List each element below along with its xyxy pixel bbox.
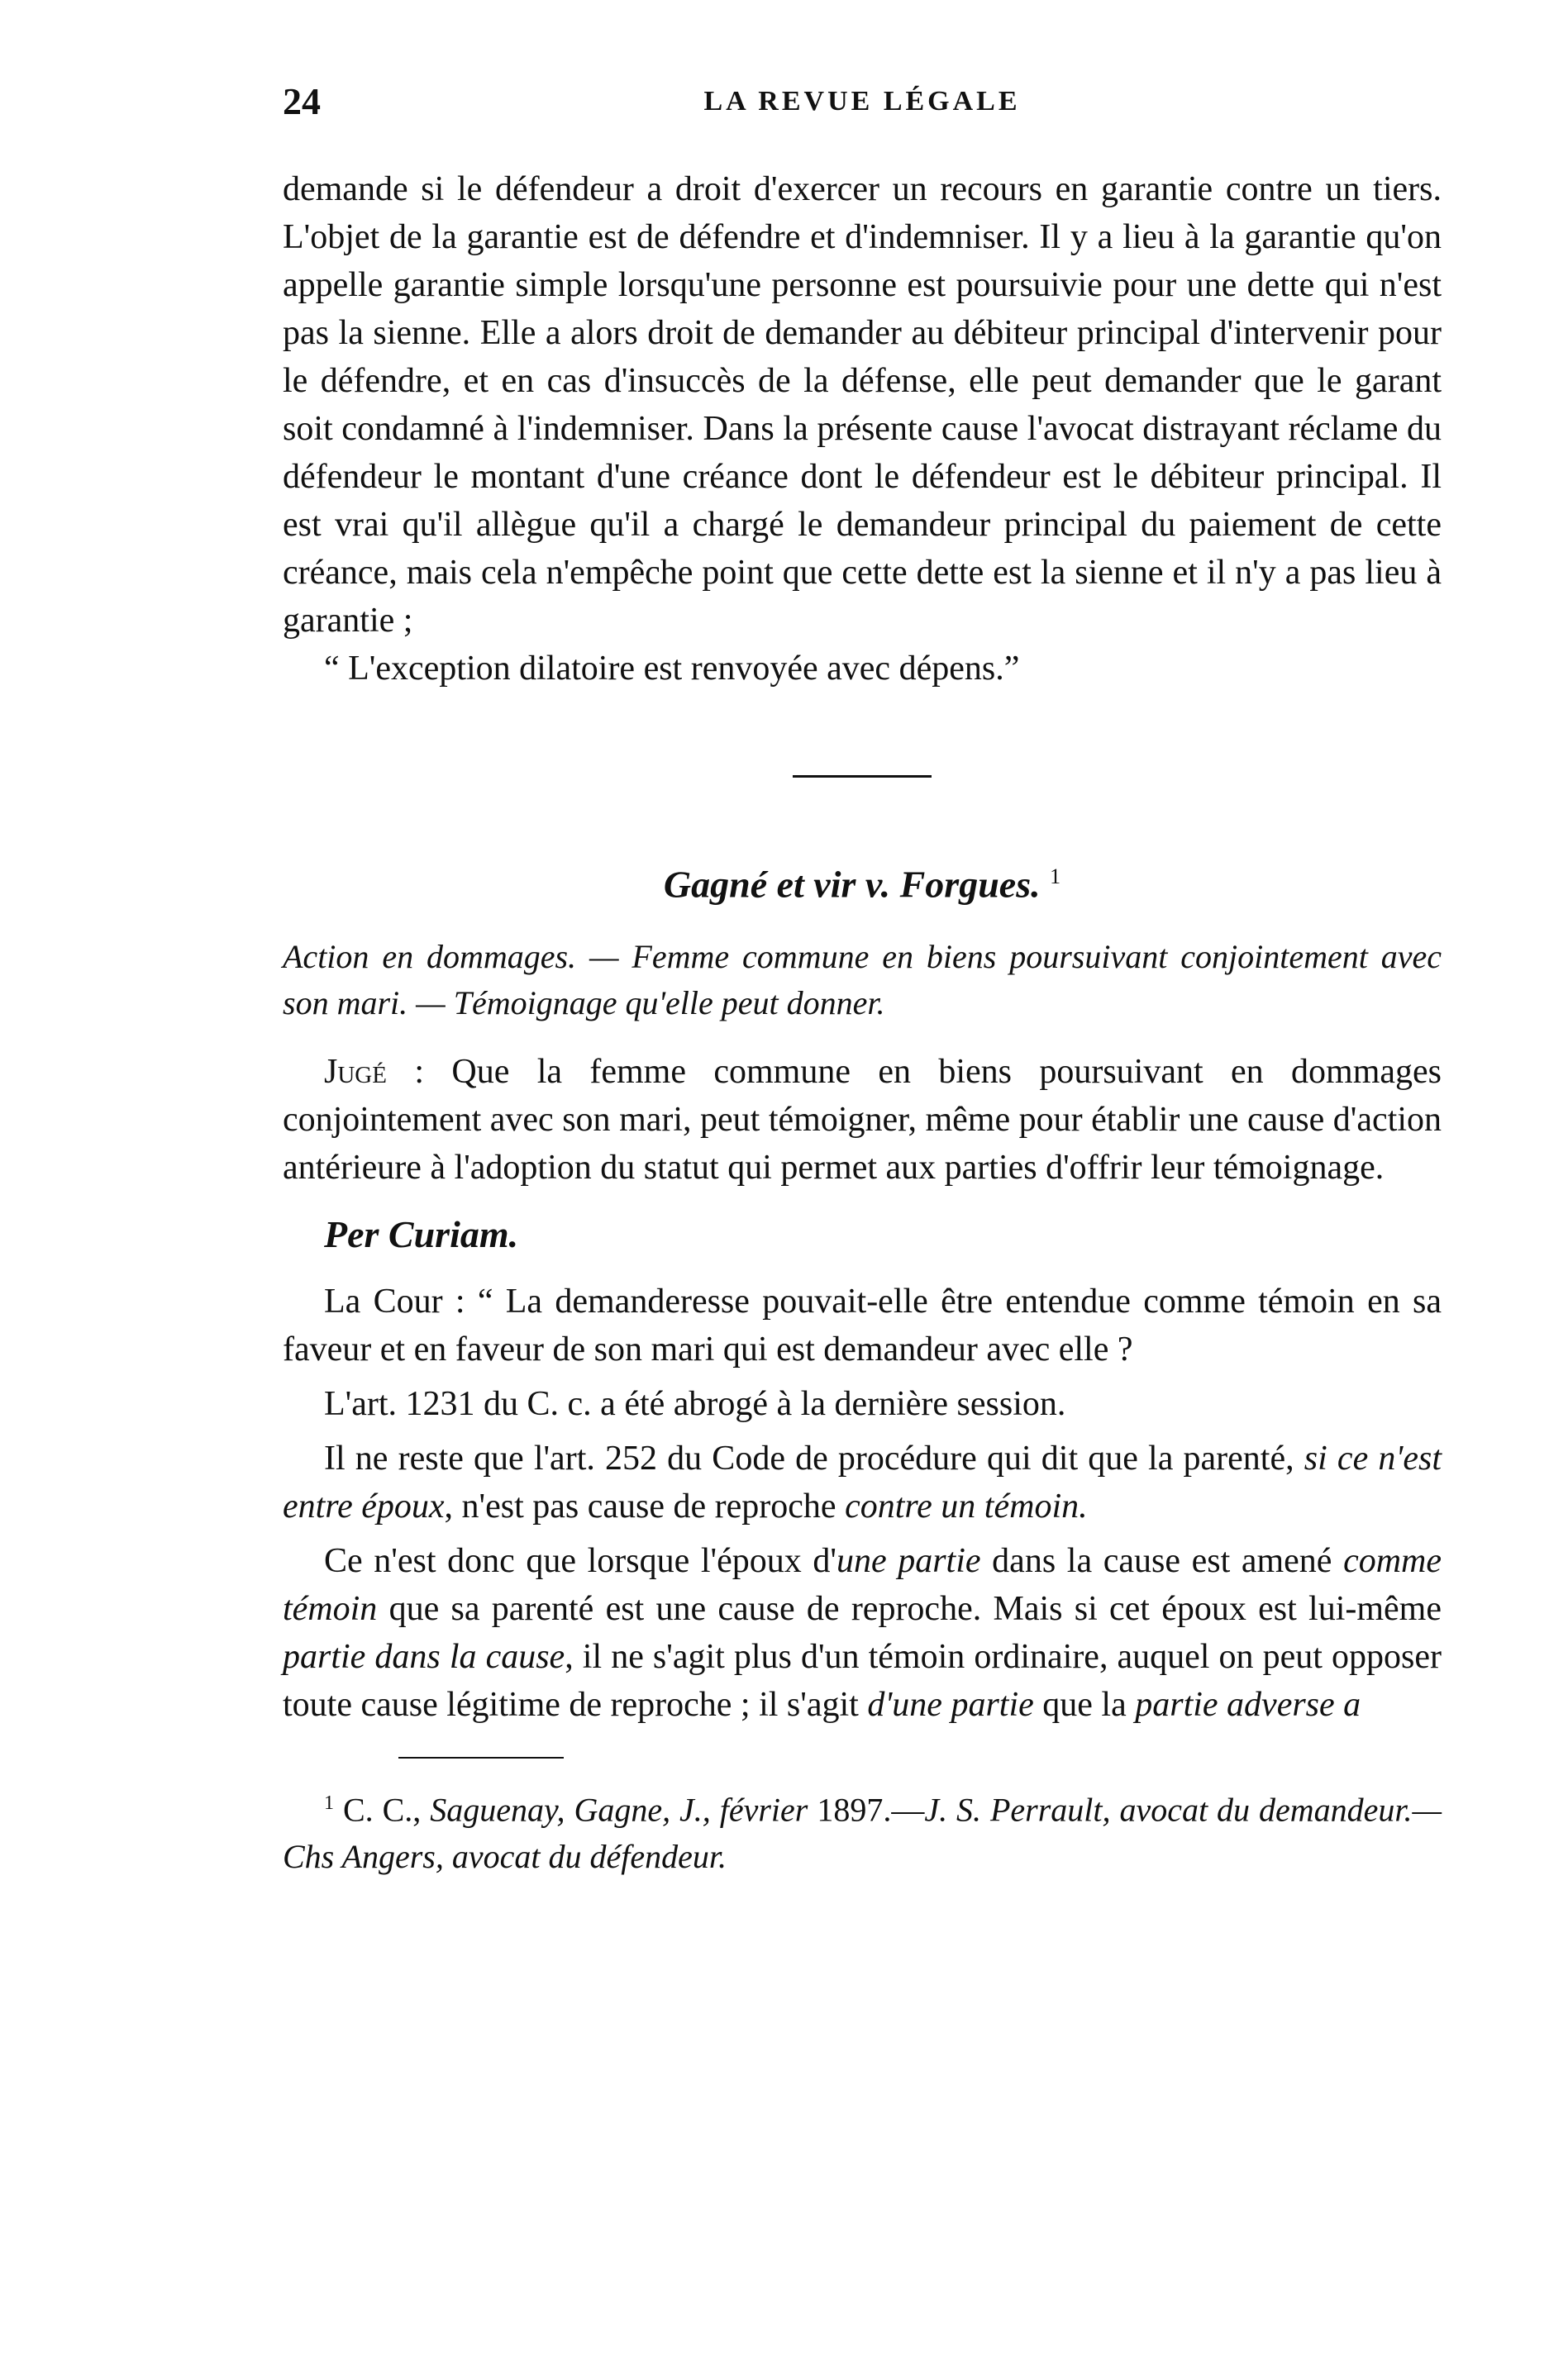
opinion-p3-text-a: Il ne reste que l'art. 252 du Code de procédure qui dit que la parenté, bbox=[324, 1440, 1294, 1478]
running-head bbox=[283, 74, 1442, 132]
holding-text: : Que la femme commune en biens poursuivant en dommages conjointement avec son mari, peut témoigner, même pour établir une cause d'action antérieure à l'adoption du statut qui permet aux parties d'offrir leur témoignage. bbox=[283, 1053, 1442, 1188]
opinion-p4-italic-1: une partie bbox=[836, 1542, 981, 1581]
opinion-p3-italic-2: contre un témoin. bbox=[845, 1488, 1088, 1526]
opinion-p4-text-d: , il ne s'agit plus d'un témoin ordinaire, auquel on peut opposer toute cause légitime de reproche ; il s'agit bbox=[283, 1638, 1442, 1725]
footnote-district: Saguenay, Gagne, J., février bbox=[430, 1791, 808, 1829]
case-title bbox=[283, 852, 1442, 909]
previous-case-closing: “ L'exception dilatoire est renvoyée avec dépens.” bbox=[324, 650, 1020, 688]
opinion-p4-italic-4: d'une partie bbox=[867, 1686, 1034, 1725]
headnote: Action en dommages. — Femme commune en biens poursuivant conjointement avec son mari. — Témoignage qu'elle peut donner. bbox=[283, 938, 1442, 1022]
opinion-p4-text-e: que la bbox=[1042, 1686, 1127, 1725]
opinion-p4-italic-2: comme témoin bbox=[283, 1542, 1442, 1629]
opinion-p4-text-b: dans la cause est amené bbox=[992, 1542, 1332, 1581]
journal-title: LA REVUE LÉGALE bbox=[703, 86, 1021, 117]
opinion-p3-text-b: , n'est pas cause de reproche bbox=[444, 1488, 836, 1526]
footnote-year: 1897.— bbox=[817, 1791, 925, 1829]
case-title-footnote-marker: 1 bbox=[1050, 864, 1061, 888]
opinion-paragraph-2: L'art. 1231 du C. c. a été abrogé à la dernière session. bbox=[324, 1385, 1066, 1424]
page bbox=[283, 74, 1442, 1880]
opinion-paragraph-1: La Cour : “ La demanderesse pouvait-elle être entendue comme témoin en sa faveur et en faveur de son mari qui est demandeur avec elle ? bbox=[283, 1283, 1442, 1369]
previous-case-paragraph: demande si le défendeur a droit d'exercer un recours en garantie contre un tiers. L'objet de la garantie est de défendre et d'indemniser. Il y a lieu à la garantie qu'on appelle garantie simple lorsqu'une personne est poursuivie pour une dette qui n'est pas la sienne. Elle a alors droit de demander au débiteur principal d'intervenir pour le défendre, et en cas d'insuccès de la défense, elle peut demander que le garant soit condamné à l'indemniser. Dans la présente cause l'avocat distrayant réclame du défendeur le montant d'une créance dont le défendeur est le débiteur principal. Il est vrai qu'il allègue qu'il a chargé le demandeur principal du paiement de cette créance, mais cela n'empêche point que cette dette est la sienne et il n'y a pas lieu à garantie ; bbox=[283, 170, 1442, 640]
holding-label: Jugé bbox=[324, 1053, 387, 1092]
opinion-paragraph-4 bbox=[283, 1537, 1442, 1729]
section-divider bbox=[793, 775, 932, 778]
opinion-paragraph-3 bbox=[283, 1435, 1442, 1530]
opinion-p4-text-a: Ce n'est donc que lorsque l'époux d' bbox=[324, 1542, 836, 1581]
page-number: 24 bbox=[283, 80, 321, 122]
footnote bbox=[283, 1780, 1442, 1879]
opinion-p3-italic-1: si ce n'est entre époux bbox=[283, 1440, 1442, 1526]
opinion-p4-text-c: que sa parenté est une cause de reproche. Mais si cet époux est lui-même bbox=[388, 1590, 1442, 1629]
holding-paragraph bbox=[283, 1048, 1442, 1192]
footnote-counsel: J. S. Perrault, avocat du demandeur.—Chs Angers, avocat du défendeur. bbox=[283, 1791, 1442, 1875]
footnote-court: C. C., bbox=[342, 1791, 422, 1829]
case-title-text: Gagné et vir v. Forgues. bbox=[663, 863, 1041, 906]
opinion-p4-italic-3: partie dans la cause bbox=[283, 1638, 565, 1677]
footnote-marker: 1 bbox=[324, 1792, 334, 1815]
opinion-p4-italic-5: partie adverse a bbox=[1135, 1686, 1361, 1725]
footnote-divider bbox=[398, 1757, 564, 1759]
per-curiam-heading: Per Curiam. bbox=[324, 1213, 519, 1256]
